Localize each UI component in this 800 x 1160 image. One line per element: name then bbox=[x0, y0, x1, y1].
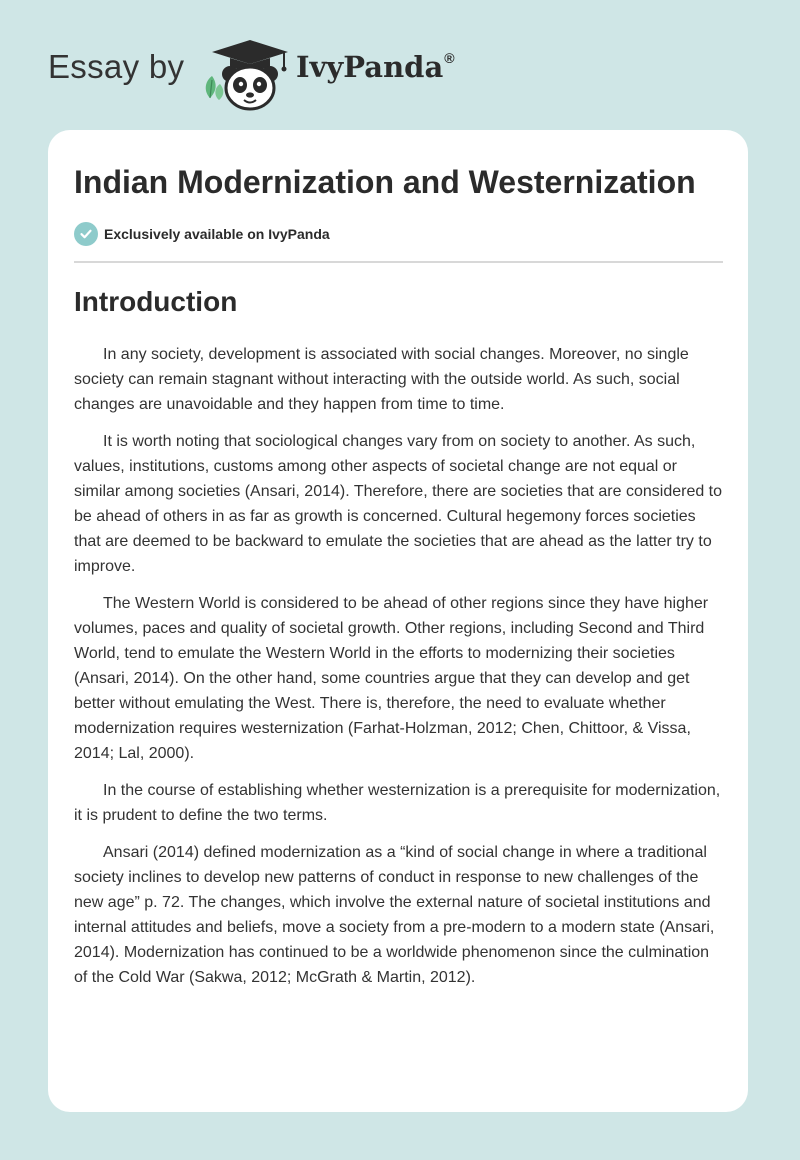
paragraph: The Western World is considered to be ahead of other regions since they have higher volumes, paces and quality of societal growth. Other regions, including Second and Third World, tend to emulate the Western World in the efforts to modernizing their societies (Ansari, 2014). On the other hand, some countries argue that they can develop and get better without emulating the West. There is, therefore, the need to evaluate whether modernization requires westernization (Farhat-Holzman, 2012; Chen, Chittoor, & Vissa, 2014; Lal, 2000). bbox=[74, 595, 709, 762]
title-divider bbox=[74, 261, 723, 263]
page-title: Indian Modernization and Westernization bbox=[74, 164, 696, 200]
paragraph: Ansari (2014) defined modernization as a “kind of social change in where a traditional society inclines to develop new patterns of conduct in response to new challenges of the new age” p. 72. The changes, which involve the external nature of societal institutions and internal attitudes and beliefs, move a society from a pre-modern to a modern state (Ansari, 2014). Modernization has continued to be a worldwide phenomenon since the culmination of the Cold War (Sakwa, 2012; McGrath & Martin, 2012). bbox=[74, 844, 715, 986]
registered-mark: ® bbox=[444, 50, 455, 66]
site-header bbox=[0, 0, 800, 120]
checkmark-icon bbox=[74, 222, 98, 246]
essay-card bbox=[48, 130, 748, 1112]
essay-by-label: Essay by bbox=[48, 48, 185, 85]
brand-text: IvyPanda bbox=[296, 50, 444, 84]
paragraph: In the course of establishing whether westernization is a prerequisite for modernization, it is prudent to define the two terms. bbox=[74, 782, 721, 824]
brand-name[interactable] bbox=[296, 50, 455, 84]
section-title-introduction: Introduction bbox=[74, 286, 238, 317]
paragraph: In any society, development is associated with social changes. Moreover, no single society can remain stagnant without interacting with the outside world. As such, social changes are unavoidable and they happen from time to time. bbox=[74, 346, 689, 413]
essay-body bbox=[74, 342, 726, 1002]
paragraph: It is worth noting that sociological changes vary from on society to another. As such, values, institutions, customs among other aspects of societal change are not equal or similar among societies (Ansari, 2014). Therefore, there are societies that are considered to be ahead of others in as far as growth is concerned. Cultural hegemony forces societies that are deemed to be backward to emulate the societies that are ahead as the latter try to improve. bbox=[74, 433, 723, 575]
exclusive-badge-text: Exclusively available on IvyPanda bbox=[104, 226, 330, 242]
exclusive-badge bbox=[74, 222, 330, 246]
panda-logo-icon[interactable] bbox=[200, 36, 295, 111]
